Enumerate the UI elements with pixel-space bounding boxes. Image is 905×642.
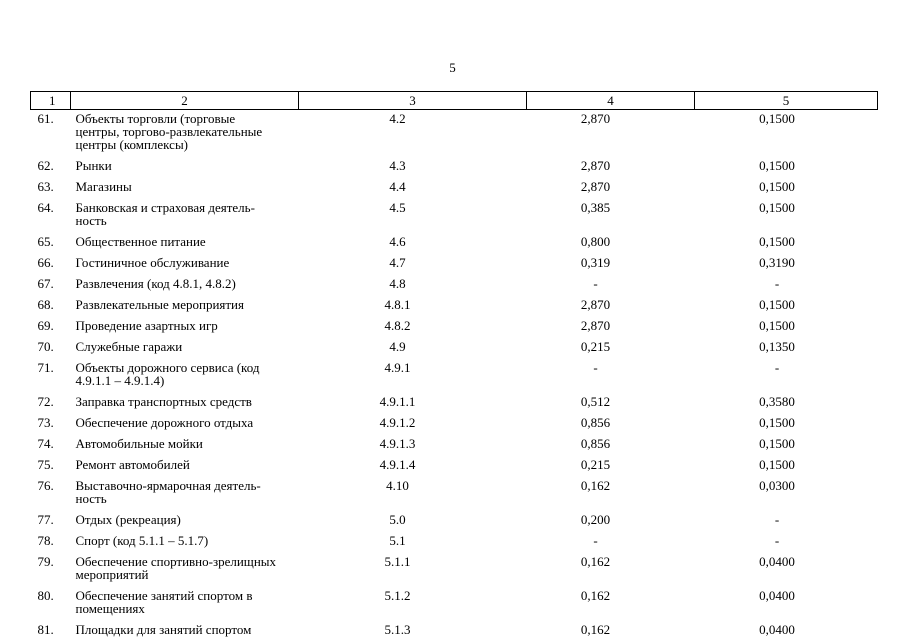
row-code: 4.4 bbox=[299, 178, 527, 199]
row-value-4: 2,870 bbox=[527, 178, 695, 199]
row-name: Площадки для занятий спортом bbox=[71, 621, 299, 642]
row-number: 77. bbox=[31, 511, 71, 532]
table-row bbox=[31, 414, 878, 435]
row-name: Автомобильные мойки bbox=[71, 435, 299, 456]
row-number: 65. bbox=[31, 233, 71, 254]
table-row bbox=[31, 435, 878, 456]
row-value-4: 0,162 bbox=[527, 553, 695, 587]
table-row bbox=[31, 338, 878, 359]
table-row bbox=[31, 199, 878, 233]
row-number: 75. bbox=[31, 456, 71, 477]
row-number: 74. bbox=[31, 435, 71, 456]
page-number: 5 bbox=[0, 60, 905, 76]
header-col-5: 5 bbox=[695, 92, 878, 110]
row-code: 4.9.1.2 bbox=[299, 414, 527, 435]
row-value-5: 0,1500 bbox=[695, 157, 878, 178]
row-name: Ремонт автомобилей bbox=[71, 456, 299, 477]
table-body bbox=[31, 110, 878, 642]
row-code: 4.9 bbox=[299, 338, 527, 359]
row-code: 5.1.1 bbox=[299, 553, 527, 587]
row-value-4: - bbox=[527, 532, 695, 553]
row-value-5: 0,0400 bbox=[695, 553, 878, 587]
header-row bbox=[31, 92, 878, 110]
row-code: 4.8.1 bbox=[299, 296, 527, 317]
row-code: 4.2 bbox=[299, 110, 527, 158]
row-value-4: 0,162 bbox=[527, 621, 695, 642]
row-code: 4.9.1.3 bbox=[299, 435, 527, 456]
table-row bbox=[31, 587, 878, 621]
table-row bbox=[31, 317, 878, 338]
row-value-5: 0,1500 bbox=[695, 414, 878, 435]
table-row bbox=[31, 157, 878, 178]
row-number: 67. bbox=[31, 275, 71, 296]
row-value-5: - bbox=[695, 275, 878, 296]
row-name: Рынки bbox=[71, 157, 299, 178]
table-row bbox=[31, 532, 878, 553]
row-value-5: 0,0400 bbox=[695, 587, 878, 621]
row-code: 5.0 bbox=[299, 511, 527, 532]
row-value-5: - bbox=[695, 532, 878, 553]
row-value-4: 0,856 bbox=[527, 435, 695, 456]
row-name: Объекты дорожного сервиса (код 4.9.1.1 – 4.9.1.4) bbox=[71, 359, 299, 393]
row-value-5: 0,1500 bbox=[695, 435, 878, 456]
row-code: 4.5 bbox=[299, 199, 527, 233]
row-name: Заправка транспортных средств bbox=[71, 393, 299, 414]
row-value-4: 0,512 bbox=[527, 393, 695, 414]
row-code: 4.10 bbox=[299, 477, 527, 511]
row-code: 5.1.2 bbox=[299, 587, 527, 621]
table-row bbox=[31, 621, 878, 642]
table-row bbox=[31, 275, 878, 296]
rates-table bbox=[30, 91, 878, 642]
row-value-5: - bbox=[695, 511, 878, 532]
row-value-5: - bbox=[695, 359, 878, 393]
table-row bbox=[31, 393, 878, 414]
row-code: 4.8 bbox=[299, 275, 527, 296]
header-col-2: 2 bbox=[71, 92, 299, 110]
row-value-5: 0,1350 bbox=[695, 338, 878, 359]
row-number: 81. bbox=[31, 621, 71, 642]
table-row bbox=[31, 178, 878, 199]
row-number: 66. bbox=[31, 254, 71, 275]
row-number: 78. bbox=[31, 532, 71, 553]
row-number: 61. bbox=[31, 110, 71, 158]
table-row bbox=[31, 359, 878, 393]
row-code: 4.9.1.1 bbox=[299, 393, 527, 414]
row-name: Развлекательные мероприятия bbox=[71, 296, 299, 317]
row-name: Развлечения (код 4.8.1, 4.8.2) bbox=[71, 275, 299, 296]
row-name: Проведение азартных игр bbox=[71, 317, 299, 338]
row-number: 76. bbox=[31, 477, 71, 511]
row-code: 4.6 bbox=[299, 233, 527, 254]
row-name: Служебные гаражи bbox=[71, 338, 299, 359]
row-number: 73. bbox=[31, 414, 71, 435]
row-value-5: 0,3580 bbox=[695, 393, 878, 414]
row-code: 4.7 bbox=[299, 254, 527, 275]
row-value-4: 2,870 bbox=[527, 317, 695, 338]
row-name: Спорт (код 5.1.1 – 5.1.7) bbox=[71, 532, 299, 553]
row-number: 63. bbox=[31, 178, 71, 199]
row-value-4: 2,870 bbox=[527, 110, 695, 158]
row-value-4: 0,215 bbox=[527, 338, 695, 359]
row-value-4: 0,800 bbox=[527, 233, 695, 254]
row-value-5: 0,1500 bbox=[695, 178, 878, 199]
row-value-4: 0,319 bbox=[527, 254, 695, 275]
row-value-5: 0,0300 bbox=[695, 477, 878, 511]
row-number: 80. bbox=[31, 587, 71, 621]
row-name: Банковская и страховая деятель-ность bbox=[71, 199, 299, 233]
table-row bbox=[31, 553, 878, 587]
row-value-4: 0,162 bbox=[527, 477, 695, 511]
row-name: Гостиничное обслуживание bbox=[71, 254, 299, 275]
row-name: Магазины bbox=[71, 178, 299, 199]
row-value-4: 0,162 bbox=[527, 587, 695, 621]
row-number: 79. bbox=[31, 553, 71, 587]
row-name: Обеспечение спортивно-зрелищных мероприятий bbox=[71, 553, 299, 587]
row-name: Обеспечение занятий спортом в помещениях bbox=[71, 587, 299, 621]
row-value-5: 0,1500 bbox=[695, 199, 878, 233]
row-code: 5.1.3 bbox=[299, 621, 527, 642]
row-code: 4.8.2 bbox=[299, 317, 527, 338]
row-value-5: 0,0400 bbox=[695, 621, 878, 642]
row-code: 4.9.1 bbox=[299, 359, 527, 393]
row-name: Объекты торговли (торговые центры, торгово-развлекательные центры (комплексы) bbox=[71, 110, 299, 158]
row-value-5: 0,1500 bbox=[695, 233, 878, 254]
row-number: 70. bbox=[31, 338, 71, 359]
header-col-4: 4 bbox=[527, 92, 695, 110]
row-value-4: 0,856 bbox=[527, 414, 695, 435]
row-code: 4.9.1.4 bbox=[299, 456, 527, 477]
row-code: 4.3 bbox=[299, 157, 527, 178]
row-value-5: 0,1500 bbox=[695, 456, 878, 477]
row-name: Отдых (рекреация) bbox=[71, 511, 299, 532]
row-number: 68. bbox=[31, 296, 71, 317]
row-value-4: 2,870 bbox=[527, 157, 695, 178]
row-value-5: 0,1500 bbox=[695, 110, 878, 158]
table-row bbox=[31, 254, 878, 275]
row-name: Выставочно-ярмарочная деятель-ность bbox=[71, 477, 299, 511]
row-value-5: 0,1500 bbox=[695, 296, 878, 317]
table-row bbox=[31, 477, 878, 511]
row-number: 71. bbox=[31, 359, 71, 393]
row-name: Общественное питание bbox=[71, 233, 299, 254]
row-value-4: 0,215 bbox=[527, 456, 695, 477]
table-row bbox=[31, 511, 878, 532]
header-col-3: 3 bbox=[299, 92, 527, 110]
row-code: 5.1 bbox=[299, 532, 527, 553]
row-value-4: 2,870 bbox=[527, 296, 695, 317]
table-row bbox=[31, 233, 878, 254]
row-value-4: 0,200 bbox=[527, 511, 695, 532]
row-value-4: 0,385 bbox=[527, 199, 695, 233]
row-value-5: 0,1500 bbox=[695, 317, 878, 338]
row-number: 64. bbox=[31, 199, 71, 233]
header-col-1: 1 bbox=[31, 92, 71, 110]
row-number: 69. bbox=[31, 317, 71, 338]
row-value-4: - bbox=[527, 275, 695, 296]
table-header bbox=[31, 92, 878, 110]
table-row bbox=[31, 456, 878, 477]
table-row bbox=[31, 110, 878, 158]
row-number: 72. bbox=[31, 393, 71, 414]
row-number: 62. bbox=[31, 157, 71, 178]
row-name: Обеспечение дорожного отдыха bbox=[71, 414, 299, 435]
row-value-4: - bbox=[527, 359, 695, 393]
row-value-5: 0,3190 bbox=[695, 254, 878, 275]
table-row bbox=[31, 296, 878, 317]
